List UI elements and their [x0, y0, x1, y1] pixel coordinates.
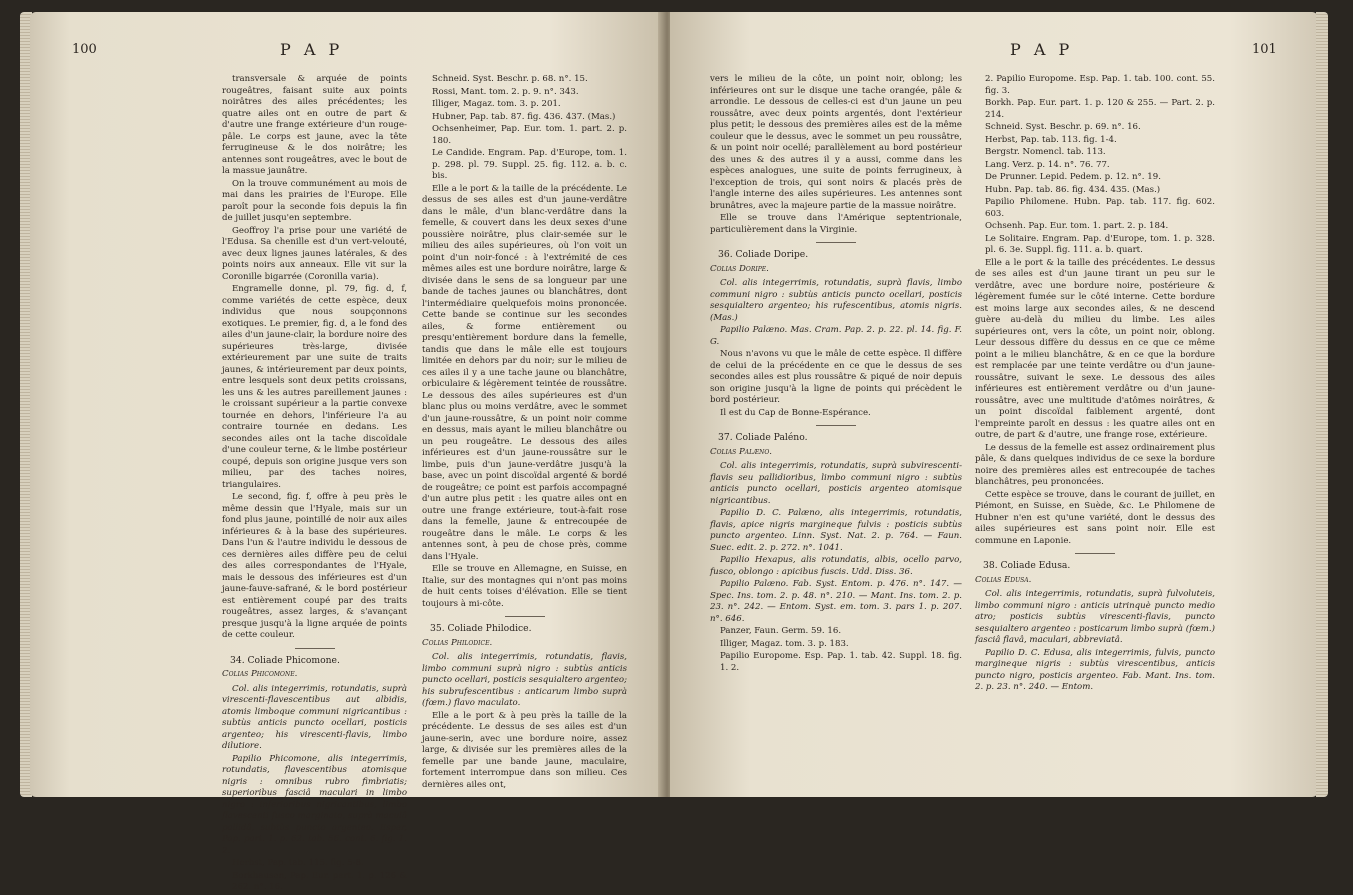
bibliographic-reference: Illiger, Magaz. tom. 3. p. 201.: [432, 99, 561, 109]
bibliographic-reference: Papilio Philomene. Hubn. Pap. tab. 117. fig. 602. 603.: [985, 197, 1215, 219]
latin-description: Papilio Palæno. Fab. Syst. Entom. p. 476. n°. 147. — Spec. Ins. tom. 2. p. 48. n°. 210. — Mant. Ins. tom. 2. p. 23. n°. 242. — Entom. Syst. em. tom. 3. pars 1. p. 207. n°. 646.: [710, 579, 962, 624]
paragraph: Cette espèce se trouve, dans le courant de juillet, en Piémont, en Suisse, en Suède, &c. Le Philomene de Hubner n'en est qu'une variété, dont le dessus des ailes supérieures est sans point noir. Elle est commune en Laponie.: [975, 489, 1215, 546]
paragraph: Geoffroy l'a prise pour une variété de l'Edusa. Sa chenille est d'un vert-velouté, avec deux lignes jaunes latérales, & des points noirs aux anneaux. Elle vit sur la Coronille bigarrée (Coronilla varia).: [222, 225, 407, 282]
latin-description: Col. alis integerrimis, rotundatis, suprà virescenti-flavescentibus aut albidis, atomis limboque communi nigricantibus : subtùs anticis puncto ocellari, posticis argenteo; his virescenti-flavis, limbo dilutiore.: [222, 683, 407, 751]
paragraph: Engramelle donne, pl. 79, fig. d, f, comme variétés de cette espèce, deux individus que nous soupçonnons exotiques. Le premier, fig. d, a le fond des ailes d'un jaune-clair, la bordure noire des supérieures très-large, divisée extérieurement par une suite de traits jaunes, & intérieurement par deux points, entre lesquels sont deux petits croissans, les uns & les autres pareillement jaunes : le croissant supérieur a la partie convexe tournée en dehors, l'inférieure l'a au contraire tournée en dedans. Les secondes ailes ont la tache discoïdale d'une couleur terne, & le limbe postérieur coupé, depuis son origine jusque vers son milieu, par des taches noires, triangulaires.: [222, 284, 407, 490]
section-divider: [1075, 553, 1115, 554]
right-page-number: 101: [1252, 42, 1277, 57]
bibliographic-reference: Illiger, Magaz. tom. 3. p. 183.: [720, 638, 849, 649]
latin-description: Papilio D. C. Edusa, alis integerrimis, fulvis, puncto margineque nigris : subtùs virescentibus, anticis puncto nigro, posticis argenteo. Fab. Mant. Ins. tom. 2. p. 23. n°. 240. — Entom.: [975, 647, 1215, 692]
bibliographic-reference: Bergstr. Nomencl. tab. 113.: [985, 147, 1106, 157]
bibliographic-reference: Hubner, Pap. tab. 87. fig. 436. 437. (Mas.): [432, 111, 616, 122]
left-page: [30, 12, 663, 892]
bibliographic-reference: Borkh. Pap. Eur. part. 1. p. 120 & 255. — Part. 2. p. 214.: [985, 98, 1215, 120]
bibliographic-reference: Lang. Verz. p. 14. n°. 76. 77.: [985, 159, 1110, 170]
paragraph: transversale & arquée de points rougeâtres, faisant suite aux points noirâtres des ailes précédentes; les quatre ailes ont en outre de part & d'autre une frange extérieure d'un rouge-pâle. Le corps est jaune, avec la tête ferrugineuse & le dos noirâtre; les antennes sont rougeâtres, avec le bout de la massue jaunâtre.: [222, 74, 407, 176]
latin-description: Col. alis integerrimis, rotundatis, flavis, limbo communi suprà nigro : subtùs anticis puncto ocellari, posticis sesquialtero argenteo; his subrufescentibus : anticarum limbo suprà (fœm.) flavo maculato.: [422, 652, 627, 708]
paragraph: Nous n'avons vu que le mâle de cette espèce. Il diffère de celui de la précédente en ce que le dessus de ses secondes ailes est plus roussâtre & piqué de noir depuis son origine jusqu'à la ligne de points qui précèdent le bord postérieur.: [710, 349, 962, 405]
paragraph: vers le milieu de la côte, un point noir, oblong; les inférieures ont sur le disque une tache orangée, pâle & arrondie. Le dessous de celles-ci est d'un jaune un peu roussâtre, avec deux points argentés, dont l'extérieur plus petit; le dessous des premières ailes est de la même couleur que le dessus, avec le sommet un peu roussâtre, & un point noir ocellé; parallèlement au bord postérieur des unes & des autres il y a aussi, comme dans les espèces analogues, une suite de points ferrugineux, à l'exception de trois, qui sont noirs & placés près de l'angle interne des ailes supérieures. Les antennes sont brunâtres, avec la majeure partie de la massue noirâtre.: [710, 74, 962, 211]
right-page-column-2: [975, 74, 1215, 695]
paragraph: Le dessus de la femelle est assez ordinairement plus pâle, & dans quelques individus de ce sexe la bordure noire des premières ailes est entrecoupée de taches blanchâtres, peu prononcées.: [975, 442, 1215, 487]
latin-description: Col. alis integerrimis, rotundatis, suprà flavis, limbo communi nigro : subtùs anticis puncto ocellari, posticis sesquialtero argenteo; his rufescentibus, atomis nigris. (Mas.): [710, 278, 962, 323]
paragraph: Le second, fig. f, offre à peu près le même dessin que l'Hyale, mais sur un fond plus jaune, pointillé de noir aux ailes inférieures & à la base des supérieures. Dans l'un & l'autre individu le dessous de ces dernières ailes diffère peu de celui des ailes correspondantes de l'Hyale, mais le dessous des inférieures est d'un jaune-fauve-safrané, & le bord postérieur est entièrement coupé par des traits rougeâtres, assez larges, & s'avançant presque jusqu'à la ligne arquée de points de cette couleur.: [222, 492, 407, 640]
left-page-column-2: [422, 74, 627, 792]
latin-description: Papilio Hexapus, alis rotundatis, albis, ocello parvo, fusco, oblongo : apicibus fuscis. Udd. Diss. 36.: [710, 555, 962, 577]
section-divider: [295, 648, 335, 649]
bibliographic-reference: Borkhausen, Pap. Eur. part. 1. p. 126 & 262. n°. 16.: [232, 870, 407, 892]
latin-description: Col. alis integerrimis, rotundatis, suprà subvirescenti-flavis seu pallidioribus, limbo communi nigro : subtùs anticis puncto ocellari, posticis argenteo atomisque nigricantibus.: [710, 461, 962, 506]
paragraph: Il est du Cap de Bonne-Espérance.: [720, 407, 871, 418]
species-latin-name: Colias Edusa.: [975, 574, 1032, 585]
paragraph: Elle a le port & la taille des précédentes. Le dessus de ses ailes est d'un jaune tirant un peu sur le verdâtre, avec une bordure noire, postérieure & légèrement fumée sur le côté interne. Cette bordure est moins large aux secondes ailes, & ne descend guère au-delà du milieu du limbe. Les ailes supérieures ont, vers la côte, un point noir, oblong. Leur dessous diffère du dessus en ce que ce même point a le milieu blanchâtre, & en ce que la bordure est remplacée par une teinte verdâtre ou d'un jaune-roussâtre, suivant le sexe. Le dessous des ailes inférieures est entièrement verdâtre ou d'un jaune-roussâtre, avec une multitude d'atômes noirâtres, & un point discoïdal faiblement argenté, dont l'empreinte paroît en dessus : les quatre ailes ont en outre, de part & d'autre, une frange rose, extérieure.: [975, 257, 1215, 440]
species-latin-name: Colias Phicomone.: [222, 669, 298, 679]
bibliographic-reference: Papilio Europome. Esp. Pap. 1. tab. 42. Suppl. 18. fig. 1. 2.: [720, 651, 962, 673]
bibliographic-reference: 2. Papilio Europome. Esp. Pap. 1. tab. 100. cont. 55. fig. 3.: [985, 74, 1215, 96]
latin-description: Papilio Palæno. Mas. Cram. Pap. 2. p. 22. pl. 14. fig. F. G.: [710, 325, 962, 347]
bibliographic-reference: Rossi, Mant. tom. 2. p. 9. n°. 343.: [432, 86, 579, 97]
section-divider: [505, 616, 545, 617]
species-heading: 37. Coliade Paléno.: [718, 432, 808, 443]
right-page-column-1: [710, 74, 962, 675]
right-page: [670, 12, 1318, 797]
open-book: [30, 12, 1326, 892]
bibliographic-reference: Herbst, Pap. tab. 115. fig. 5-8.: [232, 858, 364, 868]
bibliographic-reference: Schneid. Syst. Beschr. p. 69. n°. 16.: [985, 122, 1141, 132]
section-divider: [816, 425, 856, 426]
paragraph: On la trouve communément au mois de mai dans les prairies de l'Europe. Elle paroît pour la seconde fois depuis la fin de juillet jusqu'en septembre.: [222, 178, 407, 223]
section-divider: [816, 242, 856, 243]
species-latin-name: Colias Palæno.: [710, 446, 773, 457]
species-latin-name: Colias Philodice.: [422, 637, 493, 648]
latin-description: Papilio Phicomone, alis integerrimis, rotundatis, flavescentibus atomisque nigris : omnibus rubro fimbriatis; superioribus fasciâ maculari in limbo nigro : inferioribus nigricantibus, limbo flavescenti fusco marginato, suprà maculâ pallidâ, subtùs puncto argenteo. Esper, Pap. part. 1. p. 62. tab. 56. cont. 6. fig. 1. 2.: [222, 753, 407, 856]
bibliographic-reference: Panzer, Faun. Germ. 59. 16.: [720, 626, 842, 636]
species-heading: 38. Coliade Edusa.: [983, 560, 1071, 571]
bibliographic-reference: De Prunner. Lepid. Pedem. p. 12. n°. 19.: [985, 172, 1161, 182]
latin-description: Col. alis integerrimis, rotundatis, suprà fulvoluteis, limbo communi nigro : anticis utrinquè puncto medio atro; posticis subtùs virescenti-flavis, puncto sesquialtero argenteo : posticarum limbo suprà (fœm.) fasciâ flavâ, maculari, abbreviatâ.: [975, 589, 1215, 645]
species-heading: 34. Coliade Phicomone.: [230, 654, 340, 666]
paragraph: Elle a le port & à peu près la taille de la précédente. Le dessus de ses ailes est d'un jaune-serin, avec une bordure noire, assez large, & divisée sur les premières ailes de la femelle par une bande jaune, maculaire, fortement interrompue dans son milieu. Ces dernières ailes ont,: [422, 710, 627, 790]
bibliographic-reference: Herbst, Pap. tab. 113. fig. 1-4.: [985, 134, 1117, 145]
bibliographic-reference: Hubn. Pap. tab. 86. fig. 434. 435. (Mas.): [985, 184, 1161, 195]
bibliographic-reference: Schneid. Syst. Beschr. p. 68. n°. 15.: [432, 74, 588, 84]
left-page-header: P A P: [280, 40, 344, 59]
left-page-column-1: [222, 74, 407, 895]
species-heading: 35. Coliade Philodice.: [430, 623, 532, 634]
right-page-header: P A P: [1010, 40, 1074, 59]
latin-description: Papilio D. C. Palæno, alis integerrimis, rotundatis, flavis, apice nigris margineque fulvis : posticis subtùs puncto argenteo. Linn. Syst. Nat. 2. p. 764. — Faun. Suec. edit. 2. p. 272. n°. 1041.: [710, 508, 962, 553]
paragraph: Elle a le port & la taille de la précédente. Le dessus de ses ailes est d'un jaune-verdâtre dans le mâle, d'un blanc-verdâtre dans la femelle, & couvert dans les deux sexes d'une poussière noirâtre, plus clair-semée sur le milieu des ailes supérieures, où l'on voit un point d'un noir-foncé : à l'extrémité de ces mêmes ailes est une bordure noirâtre, large & divisée dans le sens de sa longueur par une bande de taches jaunes ou blanchâtres, dont l'intermédiaire quelquefois moins prononcée. Cette bande se continue sur les secondes ailes, & forme entièrement ou presqu'entièrement bordure dans la femelle, tandis que dans le mâle elle est toujours limitée en dehors par du noir; sur le milieu de ces ailes il y a une tache jaune ou blanchâtre, orbiculaire & légèrement teintée de roussâtre. Le dessous des ailes supérieures est d'un blanc plus ou moins verdâtre, avec le sommet d'un jaune-roussâtre, & un point noir comme en dessus, mais ayant le milieu blanchâtre ou un peu rougeâtre. Le dessous des ailes inférieures est d'un jaune-roussâtre sur le limbe, puis d'un jaune-verdâtre jusqu'à la base, avec un point discoïdal argenté & bordé de rougeâtre; ce point est parfois accompagné d'un autre plus petit : les quatre ailes ont en outre une frange extérieure, tout-à-fait rose dans la femelle, jaune & entrecoupée de rougeâtre dans le mâle. Le corps & les antennes sont, à peu de chose près, comme dans l'Hyale.: [422, 183, 627, 562]
bibliographic-reference: Ochsenheimer, Pap. Eur. tom. 1. part. 2. p. 180.: [432, 124, 627, 146]
bibliographic-reference: Le Solitaire. Engram. Pap. d'Europe, tom. 1. p. 328. pl. 6. 3e. Suppl. fig. 111. a. b. quart.: [985, 233, 1215, 255]
left-page-number: 100: [72, 42, 97, 57]
page-edges-right: [1316, 12, 1328, 797]
bibliographic-reference: Le Candide. Engram. Pap. d'Europe, tom. 1. p. 298. pl. 79. Suppl. 25. fig. 112. a. b. c. bis.: [432, 148, 627, 181]
species-latin-name: Colias Doripe.: [710, 263, 769, 274]
paragraph: Elle se trouve dans l'Amérique septentrionale, particulièrement dans la Virginie.: [710, 213, 962, 235]
paragraph: Elle se trouve en Allemagne, en Suisse, en Italie, sur des montagnes qui n'ont pas moins de huit cents toises d'élévation. Elle se tient toujours à mi-côte.: [422, 564, 627, 609]
bibliographic-reference: Ochsenh. Pap. Eur. tom. 1. part. 2. p. 184.: [985, 221, 1169, 231]
species-heading: 36. Coliade Doripe.: [718, 249, 809, 260]
